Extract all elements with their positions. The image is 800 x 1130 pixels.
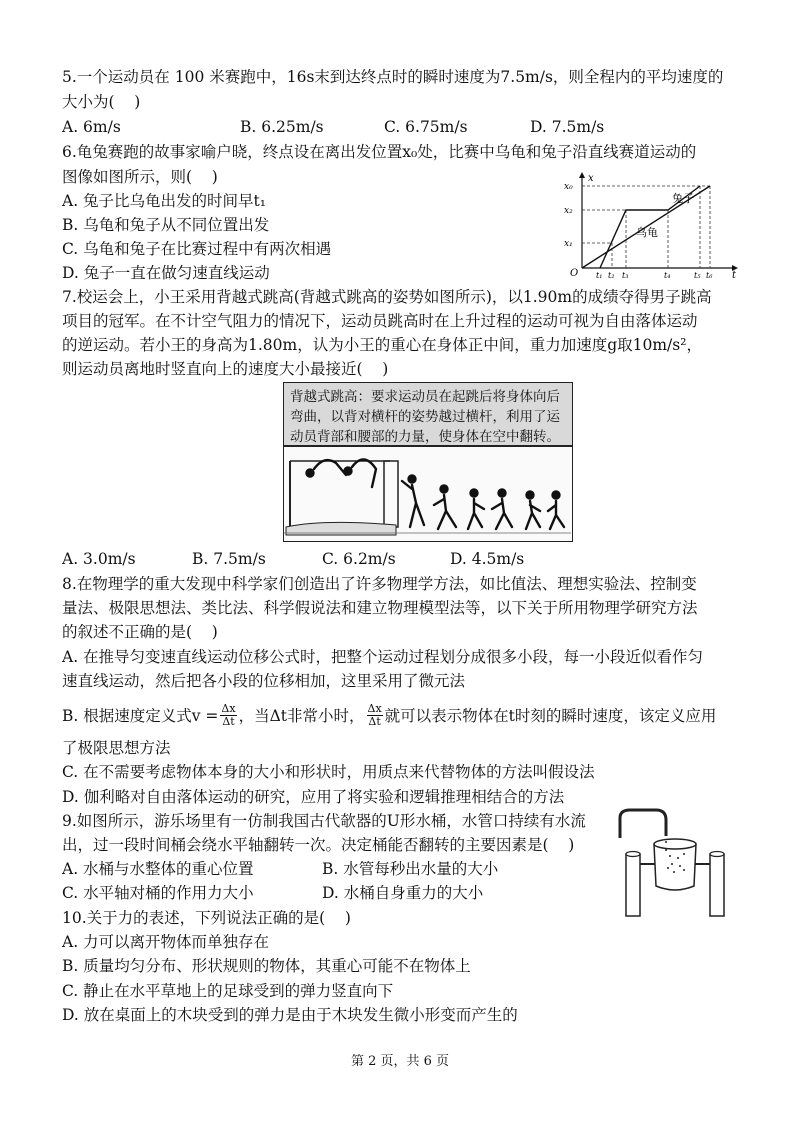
tick-t2: t₂: [608, 271, 615, 278]
q6-stem-line2: 图像如图所示，则( ): [62, 168, 218, 186]
q8-stem-line3: 的叙述不正确的是( ): [62, 623, 218, 641]
q7-stem-line1: 7.校运会上，小王采用背越式跳高(背越式跳高的姿势如图所示)，以1.90m的成绩夺得男子跳高: [62, 288, 712, 306]
q8-option-b-line1[interactable]: [62, 703, 716, 728]
q7-stem-line2: 项目的冠军。在不计空气阻力的情况下，运动员跳高时在上升过程的运动可视为自由落体运动: [62, 312, 698, 330]
tick-x2: x₂: [564, 206, 573, 216]
tortoise-label: 乌龟: [636, 226, 658, 239]
q9-option-b[interactable]: B. 水管每秒出水量的大小: [322, 860, 499, 878]
q5-option-a[interactable]: A. 6m/s: [62, 118, 121, 136]
tick-t5: t₅: [694, 271, 701, 278]
q6-stem-line1: 6.龟兔赛跑的故事家喻户晓，终点设在离出发位置x₀处，比赛中乌龟和兔子沿直线赛道运动的: [62, 143, 697, 161]
q7-option-c[interactable]: C. 6.2m/s: [322, 550, 396, 568]
q10-stem: 10.关于力的表述，下列说法正确的是( ): [62, 909, 351, 927]
q6-option-a[interactable]: A. 兔子比乌龟出发的时间早t₁: [62, 192, 266, 210]
q9-option-d[interactable]: D. 水桶自身重力的大小: [322, 884, 484, 902]
tick-t1: t₁: [596, 271, 603, 278]
velocity-fraction: [220, 703, 236, 728]
q8-stem-line2: 量法、极限思想法、类比法、科学假说法和建立物理模型法等，以下关于所用物理学研究方法: [62, 599, 698, 617]
high-jump-caption: 背越式跳高：要求运动员在起跳后将身体向后弯曲，以背对横杆的姿势越过横杆，利用了运动员背部和腰部的力量，使身体在空中翻转。: [283, 382, 573, 446]
velocity-fraction-2: [367, 703, 383, 728]
q6-option-d[interactable]: D. 兔子一直在做匀速直线运动: [62, 264, 270, 282]
q8-option-a-line1[interactable]: A. 在推导匀变速直线运动位移公式时，把整个运动过程划分成很多小段，每一小段近似看作匀: [62, 648, 704, 666]
q5-option-b[interactable]: B. 6.25m/s: [240, 118, 324, 136]
origin-label: O: [570, 268, 579, 278]
q10-option-b[interactable]: B. 质量均匀分布、形状规则的物体，其重心可能不在物体上: [62, 957, 471, 975]
tick-t6: t₆: [706, 271, 713, 278]
q9-stem-line2: 出，过一段时间桶会绕水平轴翻转一次。决定桶能否翻转的主要因素是( ): [62, 836, 575, 854]
q6-option-c[interactable]: C. 乌龟和兔子在比赛过程中有两次相遇: [62, 240, 332, 258]
fraction2-numerator: Δx: [367, 702, 382, 715]
fraction2-denominator: Δt: [368, 715, 381, 728]
q8-option-b-line2[interactable]: 了极限思想方法: [62, 739, 171, 757]
q7-stem-line4: 则运动员离地时竖直向上的速度大小最接近( ): [62, 360, 389, 378]
q5-stem-line1: 5.一个运动员在 100 米赛跑中，16s末到达终点时的瞬时速度为7.5m/s，则全程内的平均速度的: [62, 68, 724, 86]
q8-option-b-middle: ，当Δt非常小时，: [238, 706, 365, 725]
x-axis-arrow: [579, 172, 585, 178]
q9-option-c[interactable]: C. 水平轴对桶的作用力大小: [62, 884, 254, 902]
q8-option-b-suffix: 就可以表示物体在t时刻的瞬时速度，该定义应用: [384, 706, 717, 725]
tick-t3: t₃: [622, 271, 629, 278]
u-bucket-figure: [614, 808, 740, 920]
rabbit-label: 兔子: [672, 192, 694, 205]
q6-option-b[interactable]: B. 乌龟和兔子从不同位置出发: [62, 216, 270, 234]
fraction-denominator: Δt: [222, 715, 235, 728]
tick-x1: x₁: [564, 239, 573, 249]
tick-t4: t₄: [664, 271, 671, 278]
q7-stem-line3: 的逆运动。若小王的身高为1.80m，认为小王的重心在身体正中间，重力加速度g取10m/s²，: [62, 336, 702, 354]
t-axis-label: t: [732, 270, 737, 278]
q8-stem-line1: 8.在物理学的重大发现中科学家们创造出了许多物理学方法，如比值法、理想实验法、控制变: [62, 575, 697, 593]
q5-stem-line2: 大小为( ): [62, 93, 141, 111]
x-axis-label: x: [588, 173, 594, 184]
q7-option-a[interactable]: A. 3.0m/s: [62, 550, 136, 568]
q8-option-d[interactable]: D. 伽利略对自由落体运动的研究，应用了将实验和逻辑推理相结合的方法: [62, 788, 565, 806]
q9-stem-line1: 9.如图所示，游乐场里有一仿制我国古代欹器的U形水桶，水管口持续有水流: [62, 812, 586, 830]
fraction-numerator: Δx: [221, 702, 236, 715]
q8-option-b-prefix: B. 根据速度定义式v =: [62, 706, 219, 725]
high-jump-sequence-illustration: [284, 447, 571, 540]
q10-option-d[interactable]: D. 放在桌面上的木块受到的弹力是由于木块发生微小形变而产生的: [62, 1006, 518, 1024]
q6-xt-graph: [560, 172, 740, 278]
page-footer: 第 2 页，共 6 页: [350, 1054, 450, 1069]
q9-option-a[interactable]: A. 水桶与水整体的重心位置: [62, 860, 254, 878]
q8-option-a-line2[interactable]: 速直线运动，然后把各小段的位移相加，这里采用了微元法: [62, 672, 466, 690]
q7-option-d[interactable]: D. 4.5m/s: [450, 550, 525, 568]
q8-option-c[interactable]: C. 在不需要考虑物体本身的大小和形状时，用质点来代替物体的方法叫假设法: [62, 763, 595, 781]
q10-option-c[interactable]: C. 静止在水平草地上的足球受到的弹力竖直向下: [62, 982, 394, 1000]
high-jump-photo: [283, 446, 573, 542]
q7-option-b[interactable]: B. 7.5m/s: [192, 550, 266, 568]
q5-option-d[interactable]: D. 7.5m/s: [530, 118, 605, 136]
tick-x0: x₀: [564, 182, 573, 192]
q5-option-c[interactable]: C. 6.75m/s: [384, 118, 468, 136]
q10-option-a[interactable]: A. 力可以离开物体而单独存在: [62, 933, 270, 951]
